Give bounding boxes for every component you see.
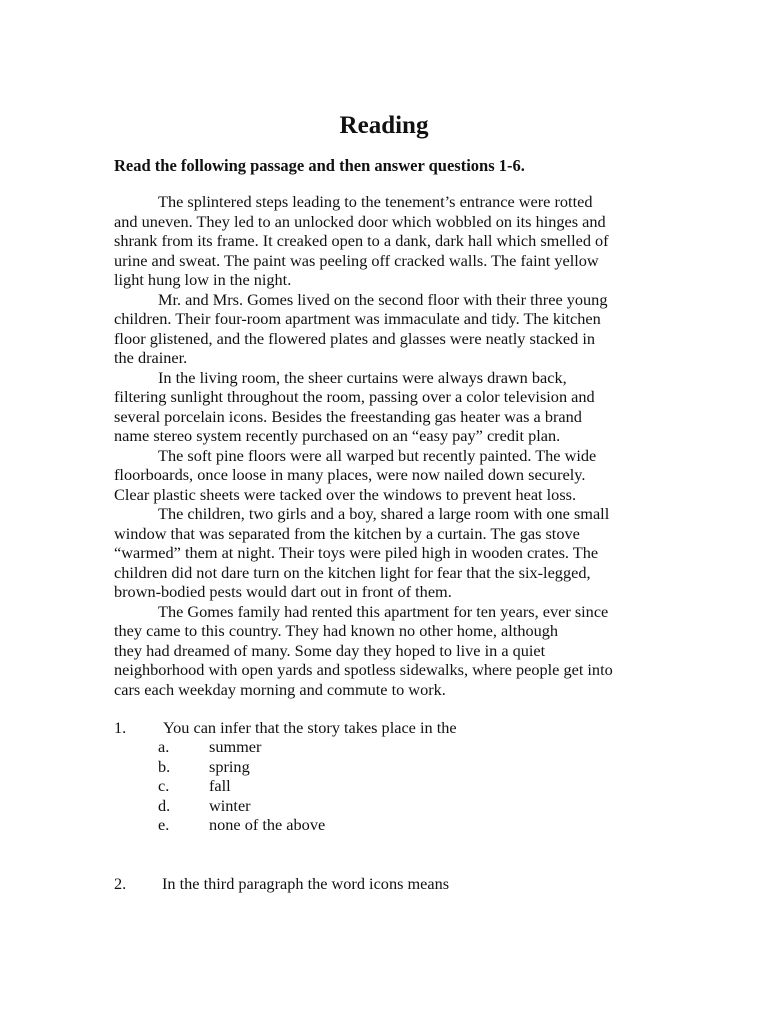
question-number: 2.: [114, 874, 127, 893]
reading-passage: [114, 192, 674, 699]
option-letter: b.: [158, 756, 171, 776]
question-number: 1.: [114, 718, 127, 737]
question-text: You can infer that the story takes place in the: [163, 718, 457, 737]
passage-line: children. Their four-room apartment was immaculate and tidy. The kitchen: [114, 309, 601, 328]
passage-line: they came to this country. They had known no other home, although: [114, 621, 559, 640]
passage-line: and uneven. They led to an unlocked door which wobbled on its hinges and: [114, 211, 606, 231]
passage-line: floor glistened, and the flowered plates and glasses were neatly stacked in: [114, 328, 596, 348]
option-letter: c.: [158, 776, 170, 795]
passage-line: filtering sunlight throughout the room, passing over a color television and: [114, 387, 595, 406]
option-letter: a.: [158, 737, 170, 756]
option-letter: d.: [158, 795, 171, 815]
passage-line: light hung low in the night.: [114, 270, 292, 289]
passage-line: window that was separated from the kitchen by a curtain. The gas stove: [114, 523, 580, 543]
passage-line: The splintered steps leading to the tenement’s entrance were rotted: [158, 192, 593, 211]
passage-line: neighborhood with open yards and spotless sidewalks, where people get into: [114, 660, 613, 679]
page-title: Reading: [339, 112, 429, 139]
passage-line: The children, two girls and a boy, shared a large room with one small: [158, 504, 610, 523]
option-text: spring: [209, 756, 250, 776]
passage-line: floorboards, once loose in many places, were now nailed down securely.: [114, 465, 586, 484]
option-text: winter: [209, 795, 251, 815]
passage-line: In the living room, the sheer curtains were always drawn back,: [158, 367, 567, 387]
passage-line: they had dreamed of many. Some day they hoped to live in a quiet: [114, 640, 546, 660]
passage-line: brown-bodied pests would dart out in front of them.: [114, 582, 452, 601]
passage-line: The soft pine floors were all warped but recently painted. The wide: [158, 445, 597, 465]
passage-line: shrank from its frame. It creaked open to a dank, dark hall which smelled of: [114, 231, 609, 250]
passage-line: the drainer.: [114, 348, 188, 367]
passage-line: several porcelain icons. Besides the freestanding gas heater was a brand: [114, 406, 582, 426]
option-text: none of the above: [209, 815, 326, 834]
passage-line: “warmed” them at night. Their toys were piled high in wooden crates. The: [114, 543, 599, 562]
passage-line: Clear plastic sheets were tacked over the windows to prevent heat loss.: [114, 484, 577, 504]
passage-line: urine and sweat. The paint was peeling off cracked walls. The faint yellow: [114, 250, 599, 270]
passage-line: cars each weekday morning and commute to work.: [114, 679, 446, 699]
instructions: Read the following passage and then answer questions 1-6.: [114, 156, 525, 175]
passage-line: The Gomes family had rented this apartment for ten years, ever since: [158, 601, 609, 621]
option-text: fall: [209, 776, 231, 795]
question-text: In the third paragraph the word icons means: [162, 874, 450, 893]
passage-line: Mr. and Mrs. Gomes lived on the second floor with their three young: [158, 289, 608, 309]
passage-line: children did not dare turn on the kitchen light for fear that the six-legged,: [114, 562, 591, 582]
option-letter: e.: [158, 815, 170, 834]
option-text: summer: [209, 737, 262, 756]
passage-line: name stereo system recently purchased on an “easy pay” credit plan.: [114, 426, 561, 445]
